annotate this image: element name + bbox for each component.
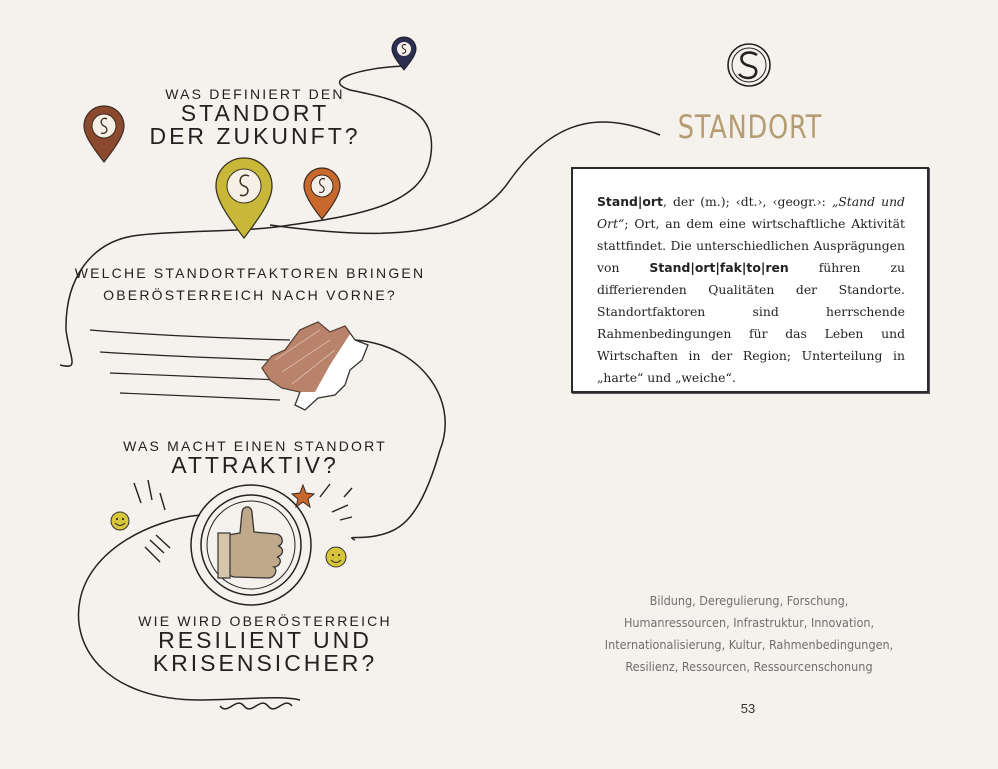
question-emphasis: DER ZUKUNFT? (149, 123, 361, 149)
location-pin-icon (392, 37, 416, 70)
location-pin-icon (216, 158, 272, 238)
definition-term: Stand|ort|fak|to|ren (649, 260, 789, 275)
smiley-icon (111, 512, 129, 530)
section-title: STANDORT (677, 108, 823, 146)
location-pin-icon (84, 106, 124, 162)
definition-body: führen zu differierenden Qualitäten der Standorte. Standortfaktoren sind herrschende Rahmenbedingungen für das Leben und Wirtschaften in der Region; Unterteilung in „harte“ und „weiche“. (597, 260, 905, 385)
keyword-line: Resilienz, Ressourcen, Ressourcenschonung (625, 659, 873, 674)
question-emphasis: RESILIENT UND (158, 627, 372, 653)
page-number: 53 (740, 701, 756, 716)
definition-etymology: „Stand und Ort“ (597, 194, 905, 231)
definition-text (597, 191, 905, 389)
question-standortfaktoren (70, 262, 430, 306)
question-lead: WAS MACHT EINEN STANDORT (123, 438, 387, 454)
question-line: WELCHE STANDORTFAKTOREN BRINGEN (74, 265, 426, 281)
squiggle-line (220, 703, 292, 709)
location-pin-icon (304, 168, 340, 219)
smiley-icon (326, 547, 346, 567)
question-attraktiv (110, 438, 400, 477)
question-emphasis: STANDORT (180, 100, 330, 126)
question-standort-zukunft (140, 86, 370, 148)
keyword-line: Bildung, Deregulierung, Forschung, (649, 593, 849, 608)
question-emphasis: ATTRAKTIV? (171, 452, 339, 478)
keyword-line: Humanressourcen, Infrastruktur, Innovation, (623, 615, 875, 630)
question-resilient (110, 613, 420, 675)
keyword-list (590, 590, 908, 678)
upper-austria-map (262, 322, 368, 410)
definition-grammar: , der (m.); ‹dt.›, ‹geogr.›: (662, 194, 832, 209)
definition-body: ; Ort, an dem eine wirtschaftliche Aktivität stattfindet. Die unterschiedlichen Ausprägungen von (597, 216, 905, 275)
question-lead: WAS DEFINIERT DEN (165, 86, 345, 102)
speed-lines (90, 330, 290, 400)
keyword-line: Internationalisierung, Kultur, Rahmenbedingungen, (604, 637, 894, 652)
question-emphasis: KRISENSICHER? (152, 650, 378, 676)
thumbs-up-icon (191, 485, 311, 605)
question-line: OBERÖSTERREICH NACH VORNE? (103, 287, 397, 303)
definition-headword: Stand|ort (597, 194, 663, 209)
standort-logo-icon (726, 42, 772, 88)
question-lead: WIE WIRD OBERÖSTERREICH (138, 613, 392, 629)
